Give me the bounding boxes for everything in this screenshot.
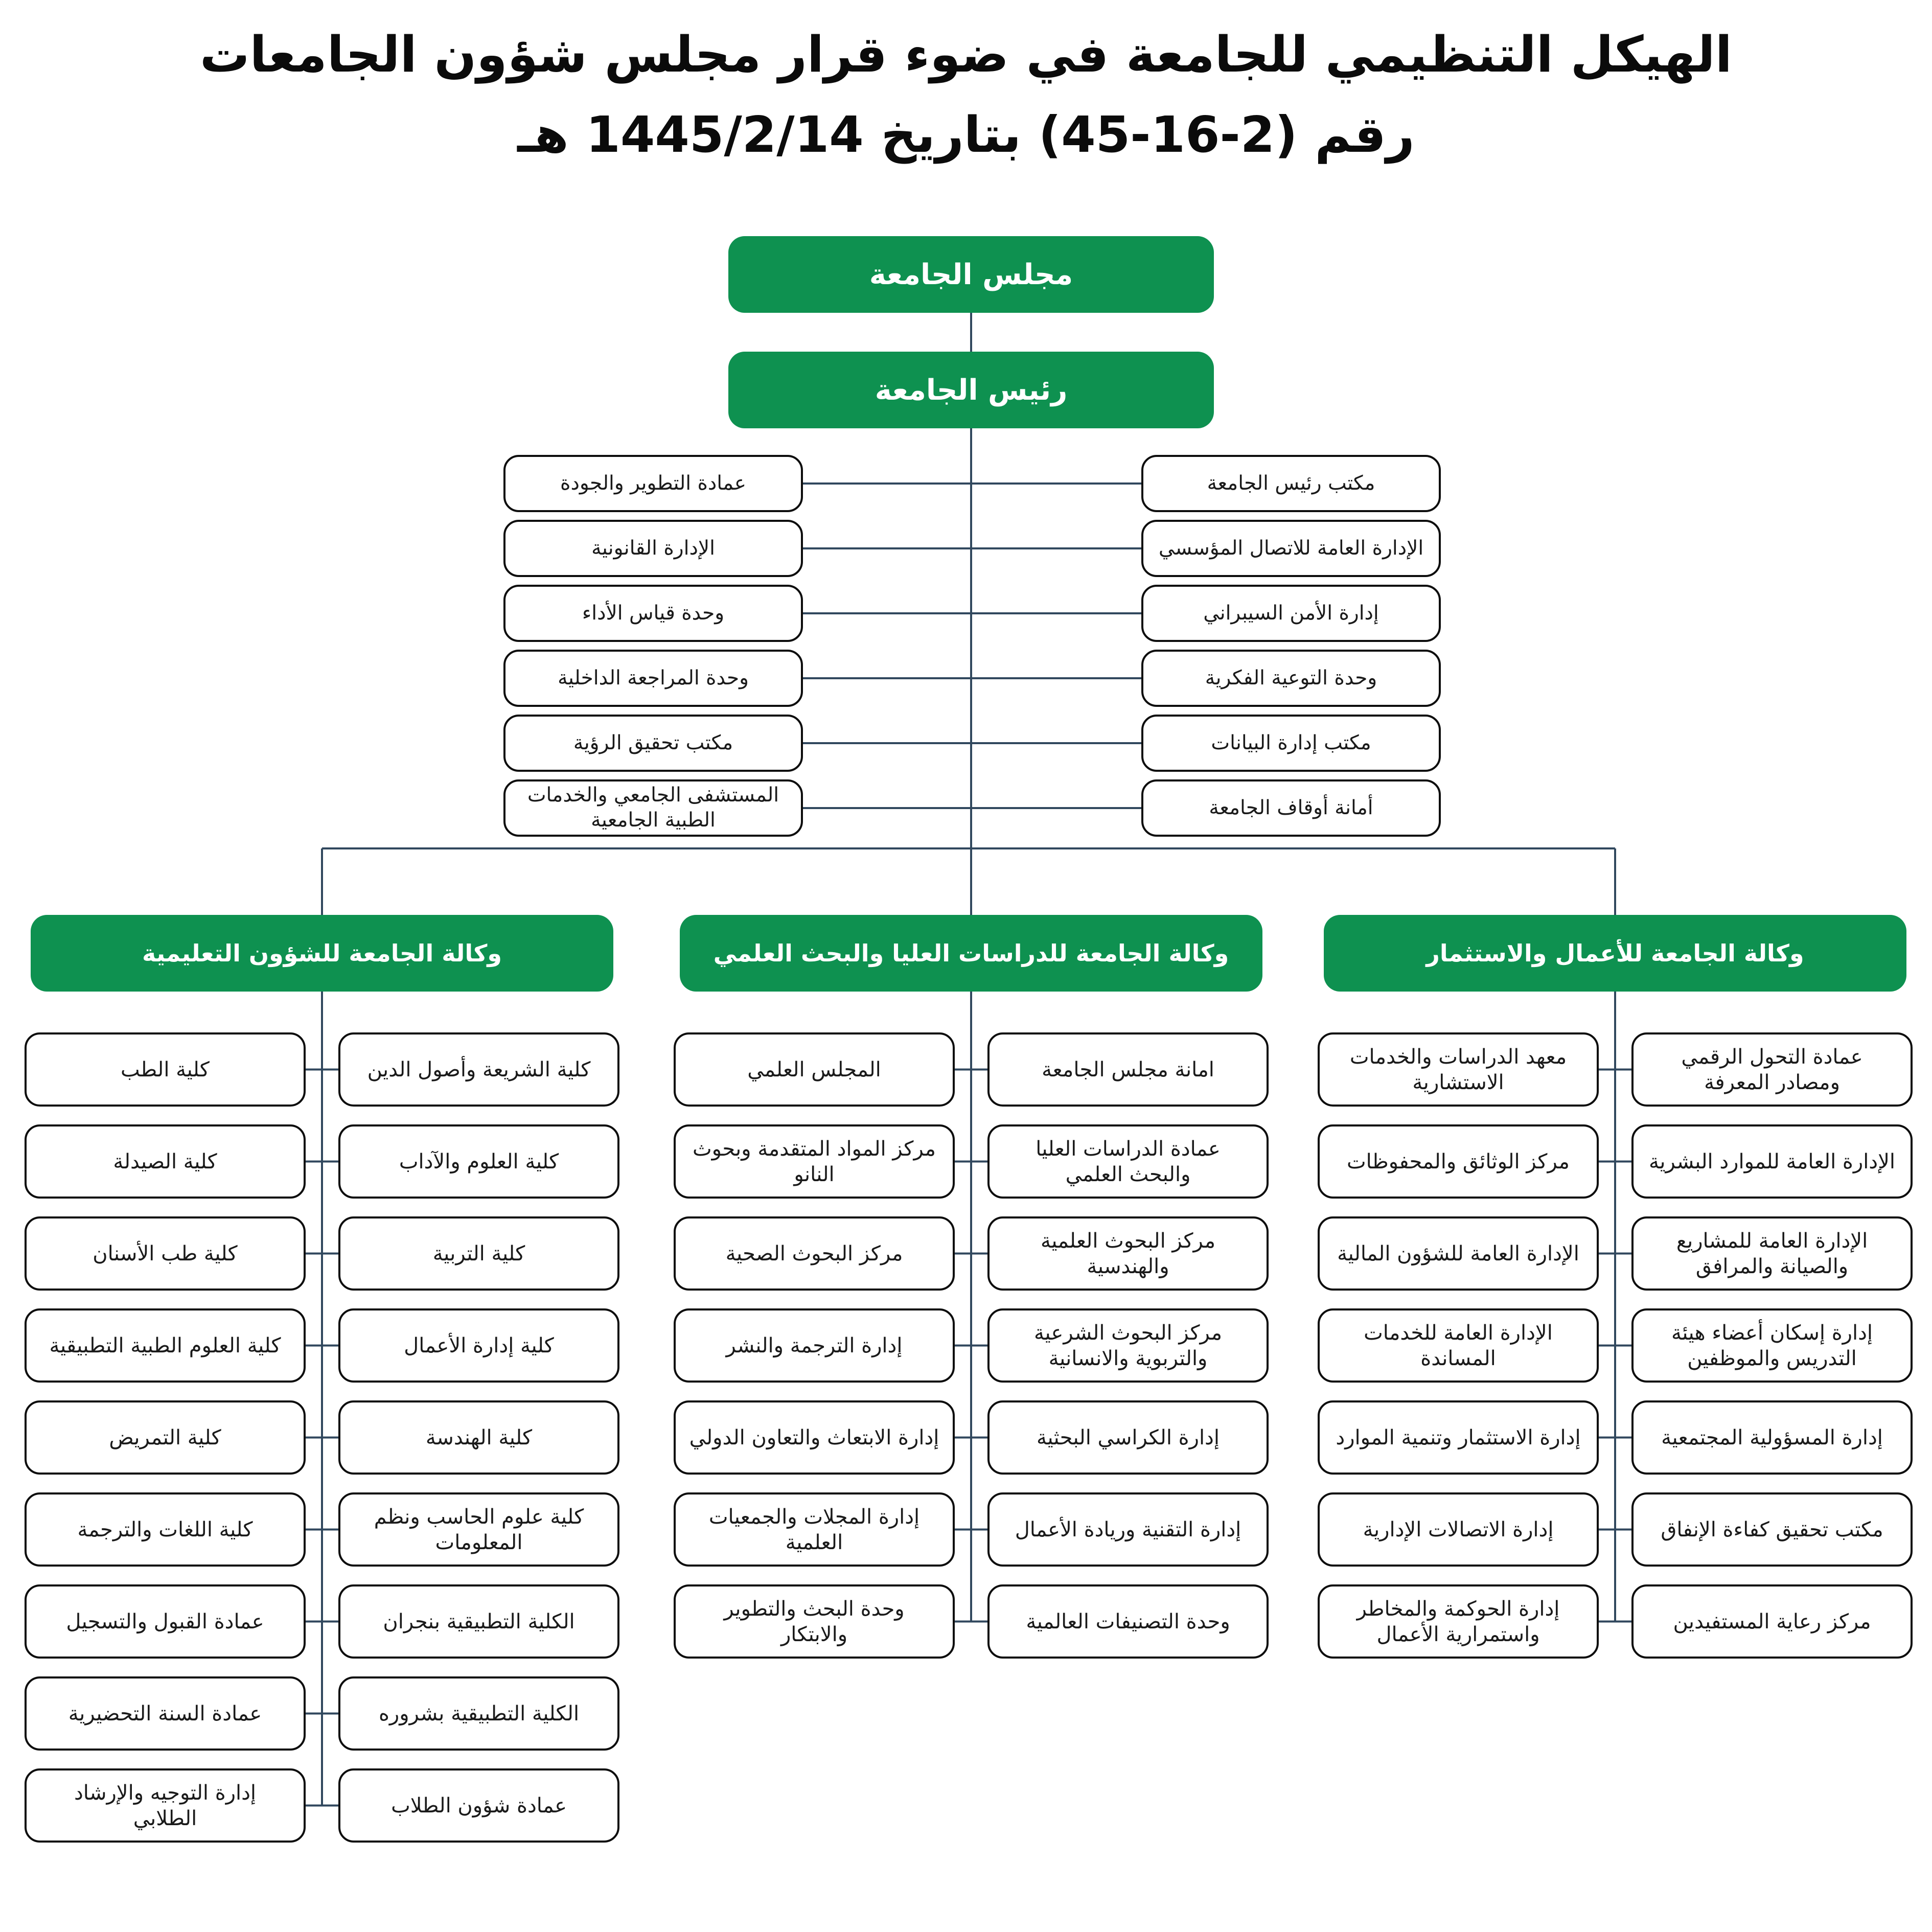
node-graduate-studies-research-left-5: إدارة المجلات والجمعيات العلمية bbox=[674, 1492, 955, 1567]
node-business-investment-right-6: مركز رعاية المستفيدين bbox=[1631, 1584, 1913, 1659]
node-president-office-left-5: المستشفى الجامعي والخدمات الطبية الجامعية bbox=[503, 779, 803, 837]
node-graduate-studies-research-left-1: مركز المواد المتقدمة وبحوث النانو bbox=[674, 1124, 955, 1199]
node-educational-affairs-right-3: كلية إدارة الأعمال bbox=[338, 1308, 619, 1383]
node-educational-affairs-left-7: عمادة السنة التحضيرية bbox=[25, 1676, 306, 1751]
node-graduate-studies-research-left-3: إدارة الترجمة والنشر bbox=[674, 1308, 955, 1383]
node-business-investment-left-0: معهد الدراسات والخدمات الاستشارية bbox=[1318, 1032, 1599, 1107]
node-business-investment-left-2: الإدارة العامة للشؤون المالية bbox=[1318, 1216, 1599, 1291]
node-graduate-studies-research-right-6: وحدة التصنيفات العالمية bbox=[987, 1584, 1269, 1659]
node-educational-affairs-right-2: كلية التربية bbox=[338, 1216, 619, 1291]
node-president-office-right-4: مكتب إدارة البيانات bbox=[1141, 715, 1441, 772]
node-business-investment-left-1: مركز الوثائق والمحفوظات bbox=[1318, 1124, 1599, 1199]
node-graduate-studies-research-right-2: مركز البحوث العلمية والهندسية bbox=[987, 1216, 1269, 1291]
node-business-investment-right-3: إدارة إسكان أعضاء هيئة التدريس والموظفين bbox=[1631, 1308, 1913, 1383]
node-graduate-studies-research-right-1: عمادة الدراسات العليا والبحث العلمي bbox=[987, 1124, 1269, 1199]
node-president-office-right-1: الإدارة العامة للاتصال المؤسسي bbox=[1141, 520, 1441, 577]
node-educational-affairs-right-1: كلية العلوم والآداب bbox=[338, 1124, 619, 1199]
node-president-office-right-3: وحدة التوعية الفكرية bbox=[1141, 650, 1441, 707]
node-president-office-right-0: مكتب رئيس الجامعة bbox=[1141, 455, 1441, 512]
node-president-office-left-0: عمادة التطوير والجودة bbox=[503, 455, 803, 512]
node-graduate-studies-research-right-5: إدارة التقنية وريادة الأعمال bbox=[987, 1492, 1269, 1567]
node-educational-affairs-left-2: كلية طب الأسنان bbox=[25, 1216, 306, 1291]
node-section-graduate-studies-research: وكالة الجامعة للدراسات العليا والبحث العلمي bbox=[680, 915, 1262, 992]
node-business-investment-right-0: عمادة التحول الرقمي ومصادر المعرفة bbox=[1631, 1032, 1913, 1107]
node-educational-affairs-left-8: إدارة التوجيه والإرشاد الطلابي bbox=[25, 1768, 306, 1843]
node-educational-affairs-left-1: كلية الصيدلة bbox=[25, 1124, 306, 1199]
page-title-line2: رقم (2-16-45) بتاريخ 1445/2/14 هـ bbox=[517, 106, 1415, 164]
node-educational-affairs-right-8: عمادة شؤون الطلاب bbox=[338, 1768, 619, 1843]
node-graduate-studies-research-right-4: إدارة الكراسي البحثية bbox=[987, 1400, 1269, 1475]
node-educational-affairs-left-3: كلية العلوم الطبية التطبيقية bbox=[25, 1308, 306, 1383]
page-title-line1: الهيكل التنظيمي للجامعة في ضوء قرار مجلس شؤون الجامعات bbox=[200, 26, 1732, 83]
node-section-educational-affairs: وكالة الجامعة للشؤون التعليمية bbox=[31, 915, 613, 992]
node-educational-affairs-left-0: كلية الطب bbox=[25, 1032, 306, 1107]
node-business-investment-left-6: إدارة الحوكمة والمخاطر واستمرارية الأعمال bbox=[1318, 1584, 1599, 1659]
node-educational-affairs-right-4: كلية الهندسة bbox=[338, 1400, 619, 1475]
node-business-investment-right-1: الإدارة العامة للموارد البشرية bbox=[1631, 1124, 1913, 1199]
node-section-business-investment: وكالة الجامعة للأعمال والاستثمار bbox=[1324, 915, 1906, 992]
node-university-council: مجلس الجامعة bbox=[728, 236, 1214, 313]
node-educational-affairs-left-4: كلية التمريض bbox=[25, 1400, 306, 1475]
node-graduate-studies-research-left-0: المجلس العلمي bbox=[674, 1032, 955, 1107]
node-graduate-studies-research-left-6: وحدة البحث والتطوير والابتكار bbox=[674, 1584, 955, 1659]
node-president-office-left-1: الإدارة القانونية bbox=[503, 520, 803, 577]
node-educational-affairs-right-5: كلية علوم الحاسب ونظم المعلومات bbox=[338, 1492, 619, 1567]
node-educational-affairs-left-6: عمادة القبول والتسجيل bbox=[25, 1584, 306, 1659]
node-educational-affairs-right-0: كلية الشريعة وأصول الدين bbox=[338, 1032, 619, 1107]
node-educational-affairs-right-6: الكلية التطبيقية بنجران bbox=[338, 1584, 619, 1659]
node-president-office-left-4: مكتب تحقيق الرؤية bbox=[503, 715, 803, 772]
node-university-president: رئيس الجامعة bbox=[728, 352, 1214, 428]
node-business-investment-left-3: الإدارة العامة للخدمات المساندة bbox=[1318, 1308, 1599, 1383]
node-business-investment-left-4: إدارة الاستثمار وتنمية الموارد bbox=[1318, 1400, 1599, 1475]
node-president-office-right-2: إدارة الأمن السيبراني bbox=[1141, 585, 1441, 642]
node-business-investment-right-5: مكتب تحقيق كفاءة الإنفاق bbox=[1631, 1492, 1913, 1567]
node-educational-affairs-left-5: كلية اللغات والترجمة bbox=[25, 1492, 306, 1567]
node-president-office-right-5: أمانة أوقاف الجامعة bbox=[1141, 779, 1441, 837]
node-educational-affairs-right-7: الكلية التطبيقية بشروره bbox=[338, 1676, 619, 1751]
node-graduate-studies-research-left-2: مركز البحوث الصحية bbox=[674, 1216, 955, 1291]
node-graduate-studies-research-right-3: مركز البحوث الشرعية والتربوية والانسانية bbox=[987, 1308, 1269, 1383]
node-graduate-studies-research-right-0: امانة مجلس الجامعة bbox=[987, 1032, 1269, 1107]
node-president-office-left-3: وحدة المراجعة الداخلية bbox=[503, 650, 803, 707]
node-business-investment-right-4: إدارة المسؤولية المجتمعية bbox=[1631, 1400, 1913, 1475]
node-business-investment-right-2: الإدارة العامة للمشاريع والصيانة والمرافق bbox=[1631, 1216, 1913, 1291]
node-business-investment-left-5: إدارة الاتصالات الإدارية bbox=[1318, 1492, 1599, 1567]
node-president-office-left-2: وحدة قياس الأداء bbox=[503, 585, 803, 642]
node-graduate-studies-research-left-4: إدارة الابتعاث والتعاون الدولي bbox=[674, 1400, 955, 1475]
page-title bbox=[0, 14, 1932, 175]
